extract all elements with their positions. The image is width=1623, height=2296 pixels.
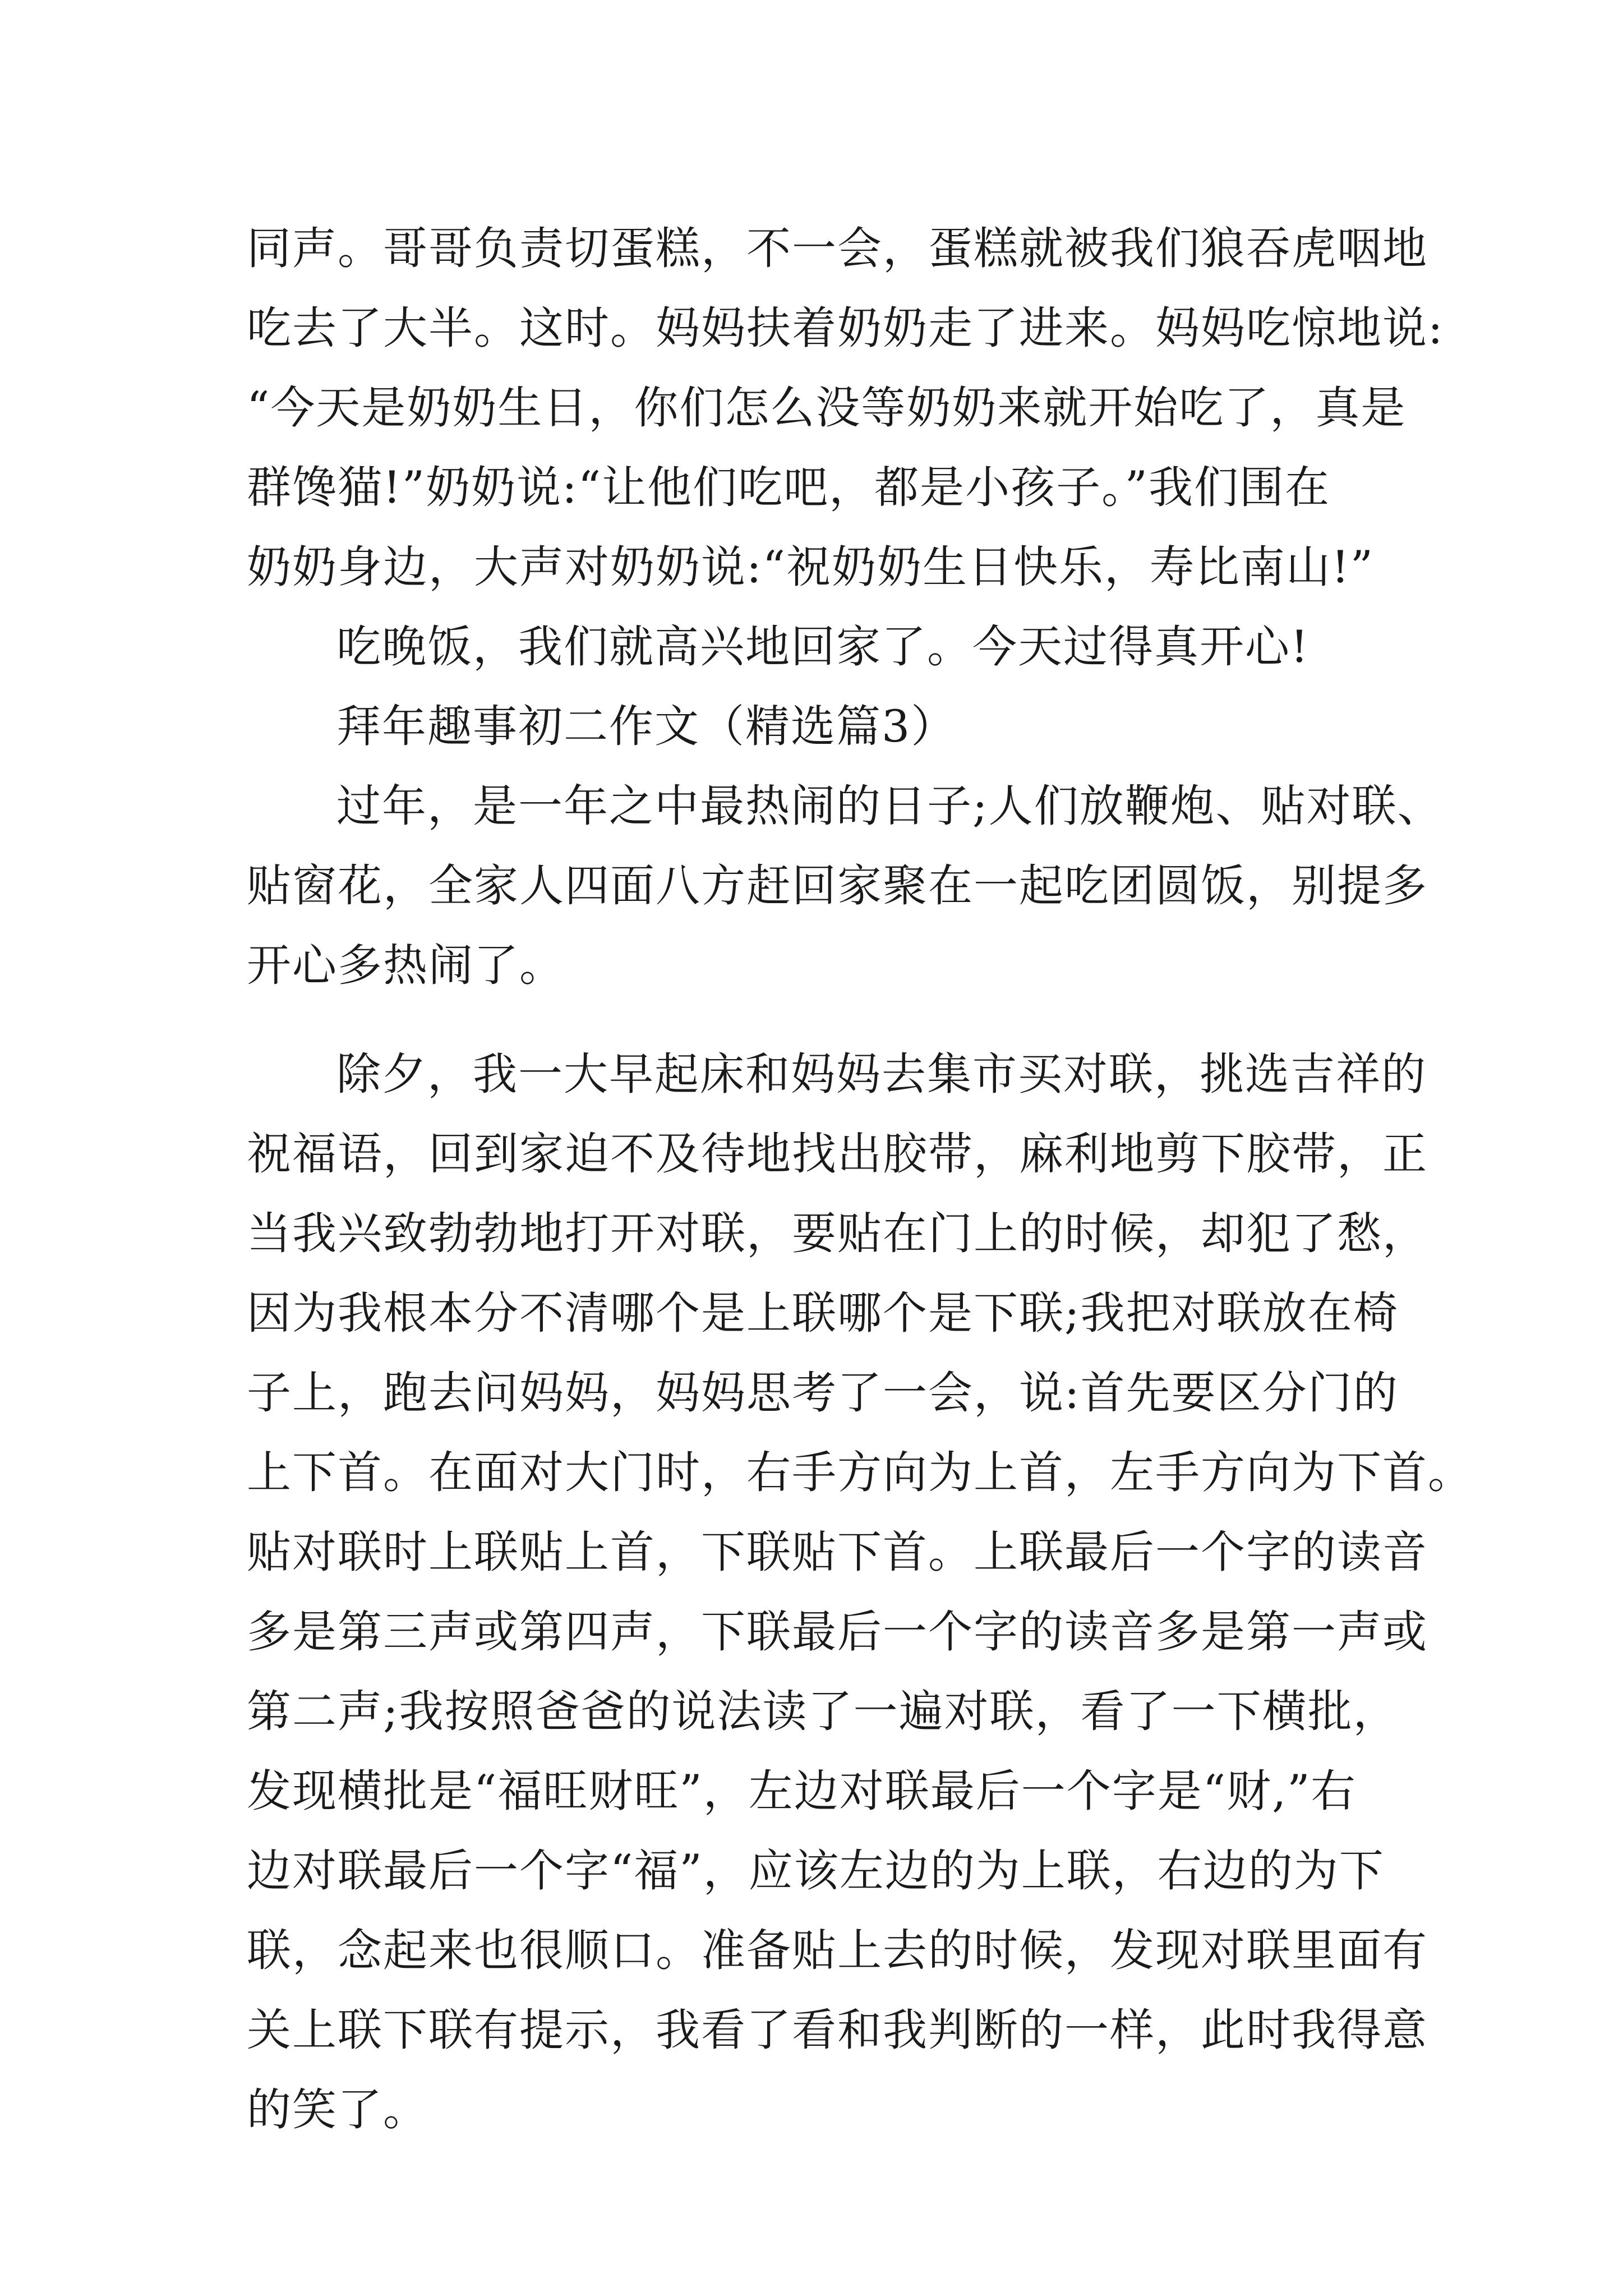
text-line: 过年，是一年之中最热闹的日子;人们放鞭炮、贴对联、 [336,780,1443,832]
text-line: 联，念起来也很顺口。准备贴上去的时候，发现对联里面有 [247,1925,1428,1976]
body-text [247,209,1473,2150]
section-heading: 拜年趣事初二作文（精选篇3） [336,701,957,752]
text-line: 多是第三声或第四声，下联最后一个字的读音多是第一声或 [247,1606,1428,1658]
text-line: 开心多热闹了。 [247,940,565,991]
text-line: 第二声;我按照爸爸的说法读了一遍对联，看了一下横批， [247,1686,1399,1737]
text-line: 除夕，我一大早起床和妈妈去集市买对联，挑选吉祥的 [336,1048,1427,1100]
text-line: 因为我根本分不清哪个是上联哪个是下联;我把对联放在椅 [247,1287,1399,1339]
text-line: 上下首。在面对大门时，右手方向为上首，左手方向为下首。 [247,1447,1473,1498]
text-line: 吃去了大半。这时。妈妈扶着奶奶走了进来。妈妈吃惊地说: [247,302,1444,354]
text-line: 的笑了。 [247,2084,428,2136]
text-line: 贴对联时上联贴上首，下联贴下首。上联最后一个字的读音 [247,1526,1428,1578]
text-line: 同声。哥哥负责切蛋糕，不一会，蛋糕就被我们狼吞虎咽地 [247,223,1428,274]
text-line: 边对联最后一个字“福”，应该左边的为上联，右边的为下 [247,1845,1385,1897]
text-line: 群馋猫!”奶奶说:“让他们吃吧，都是小孩子。”我们围在 [247,462,1331,513]
text-line: 子上，跑去问妈妈，妈妈思考了一会，说:首先要区分门的 [247,1367,1399,1419]
text-line: 奶奶身边，大声对奶奶说:“祝奶奶生日快乐，寿比南山!” [247,541,1375,593]
text-line: 关上联下联有提示，我看了看和我判断的一样，此时我得意 [247,2004,1428,2056]
text-line: 贴窗花，全家人四面八方赶回家聚在一起吃团圆饭，别提多 [247,860,1428,912]
paragraph-gap [247,1005,1396,1034]
text-line: 当我兴致勃勃地打开对联，要贴在门上的时候，却犯了愁， [247,1208,1428,1259]
text-line: “今天是奶奶生日，你们怎么没等奶奶来就开始吃了，真是 [247,382,1407,434]
text-line: 发现横批是“福旺财旺”，左边对联最后一个字是“财,”右 [247,1765,1357,1817]
text-line: 祝福语，回到家迫不及待地找出胶带，麻利地剪下胶带，正 [247,1128,1428,1180]
text-line: 吃晚饭，我们就高兴地回家了。今天过得真开心! [336,621,1310,673]
